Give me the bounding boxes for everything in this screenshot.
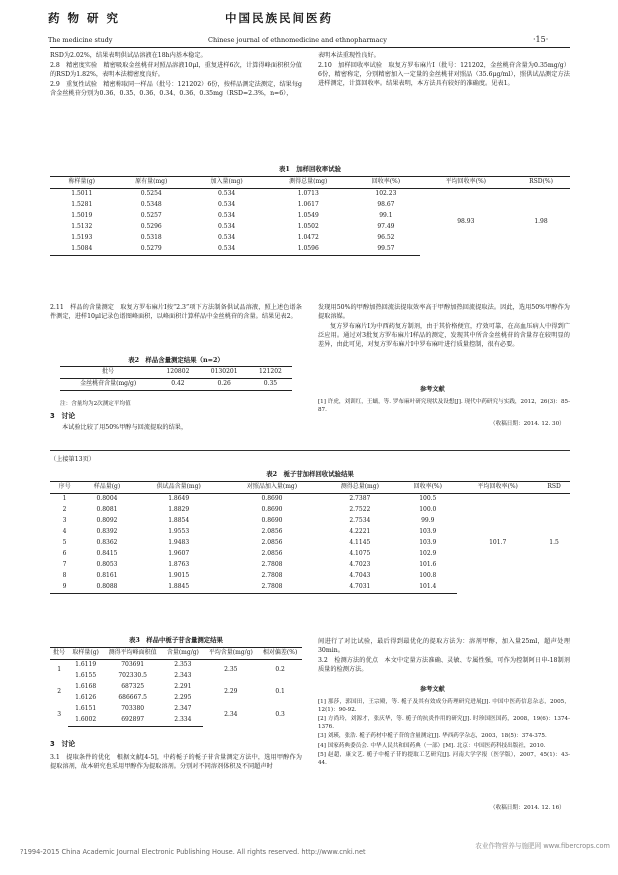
received-date: （收稿日期：2014. 12. 30） (490, 421, 565, 427)
cell: 2.353 (174, 660, 192, 668)
cell: 2.7522 (349, 505, 371, 513)
cell: 4.7031 (321, 582, 398, 594)
cell: 1.8763 (168, 560, 190, 568)
cell: 692897 (103, 715, 162, 727)
cell: 1.0549 (297, 211, 319, 219)
cell: 0.8053 (96, 560, 118, 568)
rsd-cell: 1.98 (534, 217, 548, 225)
cell: 98.67 (377, 200, 395, 208)
table-header: 对照品加入量(mg) (223, 482, 322, 494)
mid-right-column (318, 304, 570, 351)
paragraph: RSD为2.02%，结果表明供试品溶液在18h内基本稳定。 (50, 52, 207, 59)
cell: 2.7387 (349, 494, 371, 502)
cell: 703691 (121, 660, 145, 668)
cell: 0.5279 (114, 244, 189, 256)
section-heading: 3 讨论 (50, 740, 76, 748)
cell: 4.2221 (349, 527, 371, 535)
cell: 1.5011 (71, 189, 93, 197)
cell: 1.5132 (71, 222, 93, 230)
cell: 4.1075 (349, 549, 371, 557)
reference-item: [3] 刘瑛，张浩. 栀子药材中栀子苷的含量测定[J]. 华西药学杂志，2003，18(5)：374-375. (318, 733, 547, 740)
cell: 0.8081 (96, 505, 118, 513)
cell: 702330.5 (118, 671, 147, 679)
copyright-footer: ?1994-2015 China Academic Journal Electronic Publishing House. All rights reserved. http://www.cnki.net (20, 848, 366, 856)
cell: 102.23 (375, 189, 397, 197)
header-rule (50, 47, 570, 48)
cell: 0.534 (218, 189, 236, 197)
table-header: 测得平均峰面积值 (103, 648, 162, 660)
cell: 1.9607 (168, 549, 190, 557)
cell: 0.35 (249, 378, 292, 390)
paragraph: 间进行了对比试验，最后得到最优化的提取方法为：溶剂甲醇，加入量25ml，超声处理30min。 (318, 638, 570, 654)
table-header: 含量(mg/g) (162, 648, 203, 660)
cell: 5 (62, 538, 67, 546)
cell: 97.49 (377, 222, 395, 230)
table-header: 样品量(g) (79, 482, 135, 494)
avg-recovery-cell: 98.93 (457, 217, 475, 225)
cell: 99.9 (421, 516, 435, 524)
cell: 2.347 (174, 704, 192, 712)
table1-caption: 表1 加样回收率试验 (279, 165, 341, 173)
paragraph: 2.10 加样回收率试验 取复方罗布麻片Ⅰ（批号：121202，金丝桃苷含量为0.35mg/g）6份，精密称定，分别精密加入一定量的金丝桃苷对照品（35.6μg/ml），照供试品测定方法进样测定，计算回收率。结果表明，本方法具有较好的准确度。见表1。 (318, 61, 570, 87)
table-header: RSD (538, 482, 570, 494)
table3 (50, 481, 570, 594)
table4 (50, 647, 302, 727)
table-header: 相对偏差(%) (258, 648, 302, 660)
references (318, 398, 570, 415)
cell: 7 (62, 560, 67, 568)
cell: 1.6119 (75, 660, 97, 668)
cell: 2.334 (162, 715, 203, 727)
cell: 2 (57, 688, 62, 696)
table-header: 0130201 (200, 367, 249, 379)
paragraph: 3.2 检测方法的优点 本文中定量方法准确、灵敏、专属性强，可作为控制阿日申-18制剂质量的检测方法。 (318, 656, 570, 673)
paragraph: 2.9 重复性试验 精密称取同一样品（批号：121202）6份，按样品测定法测定，结果每g含金丝桃苷分别为0.36、0.35、0.36、0.34、0.36、0.35mg（RSD=2.3%，n=6）， (50, 80, 302, 97)
cell: 2.343 (174, 671, 192, 679)
cell: 99.57 (352, 244, 419, 256)
cell: 1.9015 (168, 571, 190, 579)
cell: 0.534 (218, 211, 236, 219)
cell: 0.5254 (140, 189, 162, 197)
cell: 0.5296 (140, 222, 162, 230)
cell: 1 (62, 494, 67, 502)
table-row (60, 378, 292, 390)
cell: 1.6126 (75, 693, 97, 701)
cell: 0.8690 (261, 516, 283, 524)
cell: 6 (62, 549, 67, 557)
cell: 金丝桃苷含量(mg/g) (60, 378, 156, 390)
discussion-b-left (50, 754, 302, 773)
table-header: 回收率(%) (352, 177, 419, 189)
cell: 2.295 (174, 693, 192, 701)
journal-category-en: The medicine study (48, 36, 113, 44)
lower-right-column (318, 638, 570, 676)
cell: 2.0856 (261, 549, 283, 557)
cell: 1.5281 (71, 200, 93, 208)
table-header: 测得总量(mg) (264, 177, 352, 189)
cell: 99.1 (379, 211, 393, 219)
paragraph: 2.8 精密度实验 精密吸取金丝桃苷对照品溶液10μl，重复进样6次，计算得峰面积积分值的RSD为1.82%，表明本法精密度良好。 (50, 61, 302, 78)
cell: 0.534 (218, 200, 236, 208)
table-row (50, 493, 570, 505)
table4-caption: 表3 样品中栀子苷含量测定结果 (129, 636, 223, 644)
table-header: 回收率(%) (398, 482, 457, 494)
table-row (50, 704, 302, 715)
cell: 4.7023 (349, 560, 371, 568)
cell: 3 (57, 710, 62, 718)
cell: 9 (50, 582, 79, 594)
cell: 1.6168 (75, 682, 97, 690)
table2 (60, 366, 292, 391)
cell: 1.8829 (168, 505, 190, 513)
cell: 0.8161 (96, 571, 118, 579)
cell: 2.7808 (223, 582, 322, 594)
section-heading: 3 讨论 (50, 412, 76, 420)
cell: 2.7808 (261, 560, 283, 568)
reference-item: [2] 方尚玲，刘源才，张庆华，等. 栀子的抗炎作用的研究[J]. 时珍国医国药，2008，19(6)：1374-1376. (318, 716, 570, 731)
cell: 686667.5 (118, 693, 147, 701)
cell: 1.8854 (168, 516, 190, 524)
received-date: （收稿日期：2014. 12. 16） (490, 805, 565, 811)
cell: 1.5019 (71, 211, 93, 219)
table-header: 平均回收率(%) (420, 177, 512, 189)
cell: 0.42 (156, 378, 199, 390)
paragraph: 2.11 样品的含量测定 取复方罗布麻片Ⅰ按“2.3”项下方法制备供试品溶液，照上述色谱条件测定，进样10μl记录色谱图峰面积，以峰面积计算样品中金丝桃苷的含量。结果见表2。 (50, 304, 302, 320)
table-header: 121202 (249, 367, 292, 379)
cell: 101.6 (419, 560, 437, 568)
cell: 1.8845 (135, 582, 223, 594)
cell: 1.9483 (168, 538, 190, 546)
cell: 687325 (121, 682, 145, 690)
reference-item: [1] 许虎，刘训红，王螭，等. 罗布麻叶研究现状及设想[J]. 现代中药研究与实践，2012，26(3)：85-87. (318, 399, 570, 414)
table-row (50, 659, 302, 671)
cell: 2 (62, 505, 67, 513)
cell: 4 (62, 527, 67, 535)
cell: 1.0713 (297, 189, 319, 197)
paragraph: 3.1 提取条件的优化 根据文献[4-5]，中药栀子的栀子苷含量测定方法中，选用甲醇作为提取溶剂，故本研究也采用甲醇作为提取溶剂。分别对不同溶剂体积及不同超声时 (50, 754, 302, 770)
journal-category: 药 物 研 究 (48, 11, 121, 25)
table-header: 原有量(mg) (114, 177, 189, 189)
cell: 3 (62, 516, 67, 524)
watermark: 农业作物营养与施肥网 www.fibercrops.com (475, 842, 610, 850)
table-header: 测得总量(mg) (321, 482, 398, 494)
table-header: 批号 (50, 648, 68, 660)
table-header: 批号 (60, 367, 156, 379)
cell: 2.35 (224, 666, 238, 674)
cell: 1.8649 (168, 494, 190, 502)
cell: 103.9 (419, 538, 437, 546)
cell: 2.291 (174, 682, 192, 690)
cell: 102.9 (419, 549, 437, 557)
cell: 1.6002 (68, 715, 103, 727)
reference-item: [1] 那莎，郭国田，王宗殿，等. 栀子及其有效成分药理研究进展[J]. 中国中医药信息杂志，2005，12(1)：90-92. (318, 699, 570, 714)
paragraph: 表明本法重现性良好。 (318, 52, 380, 59)
top-left-column (50, 52, 302, 100)
cell: 0.8415 (96, 549, 118, 557)
cell: 0.534 (189, 244, 264, 256)
table-header: 称样量(g) (50, 177, 114, 189)
cell: 1.0617 (297, 200, 319, 208)
cell: 1 (57, 666, 62, 674)
cell: 2.29 (224, 688, 238, 696)
cell: 703380 (121, 704, 145, 712)
cell: 100.0 (419, 505, 437, 513)
table-row (50, 188, 570, 200)
cell: 0.5348 (140, 200, 162, 208)
cell: 1.9553 (168, 527, 190, 535)
paragraph: 发现用50%的甲醇加热回流法提取效率高于甲醇加热回流提取法。因此，选用50%甲醇作为提取溶媒。 (318, 304, 570, 320)
cell: 4.7043 (349, 571, 371, 579)
table-header: 供试品含量(mg) (135, 482, 223, 494)
cell: 0.534 (218, 222, 236, 230)
paragraph: 复方罗布麻片Ⅰ为中西药复方制剂，由于其价格便宜，疗效可靠，在高血压病人中得到广泛应用。通过对3批复方罗布麻片Ⅰ样品的测定，发现其中所含金丝桃苷的含量存在较明显的差异，由此可见，对复方罗布麻片Ⅰ中罗布麻叶进行质量控制，很有必要。 (318, 322, 570, 348)
cell: 0.1 (275, 688, 285, 696)
cell: 0.5318 (140, 233, 162, 241)
cell: 1.6151 (75, 704, 97, 712)
reference-item: [4] 国家药典委员会. 中华人民共和国药典（一部）[M]. 北京：中国医药科技出版社，2010. (318, 742, 546, 749)
cell: 1.5193 (71, 233, 93, 241)
journal-name-en: Chinese journal of ethnomedicine and ethnopharmacy (208, 36, 387, 44)
cell: 0.3 (275, 710, 285, 718)
cell: 103.9 (419, 527, 437, 535)
table-header: 取样量(g) (68, 648, 103, 660)
avg-recovery-cell: 101.7 (489, 539, 507, 547)
table-header: 平均含量(mg/g) (203, 648, 258, 660)
journal-name: 中国民族民间医药 (225, 11, 333, 25)
table-row (50, 682, 302, 693)
cell: 2.7534 (349, 516, 371, 524)
cell: 2.34 (224, 710, 238, 718)
table-header: 120802 (156, 367, 199, 379)
references-title: 参考文献 (420, 686, 445, 693)
cell: 2.0856 (261, 538, 283, 546)
table2-note: 注：含量均为2次测定平均值 (60, 401, 131, 407)
cell: 0.26 (200, 378, 249, 390)
cell: 1.0502 (297, 222, 319, 230)
cell: 1.0596 (264, 244, 352, 256)
cell: 1.6155 (75, 671, 97, 679)
continued-from: （上接第13页） (50, 456, 95, 463)
table-header: 序号 (50, 482, 79, 494)
cell: 101.4 (398, 582, 457, 594)
top-right-column (318, 52, 570, 90)
rsd-cell: 1.5 (549, 539, 559, 547)
cell: 0.8690 (261, 494, 283, 502)
table3-caption: 表2 栀子苷加样回收试验结果 (266, 470, 354, 478)
cell: 0.5257 (140, 211, 162, 219)
cell: 1.0472 (297, 233, 319, 241)
reference-item: [5] 赵超，康文艺. 栀子中栀子苷的提取工艺研究[J]. 河南大学学报（医学版），2007，45(1)：43-44. (318, 751, 570, 766)
cell: 4.1145 (349, 538, 371, 546)
cell: 8 (62, 571, 67, 579)
table1 (50, 176, 570, 256)
cell: 0.8690 (261, 505, 283, 513)
cell: 2.0856 (261, 527, 283, 535)
table-header: 平均回收率(%) (457, 482, 538, 494)
cell: 100.8 (419, 571, 437, 579)
cell: 2.7808 (261, 571, 283, 579)
discussion-left: 本试验比较了用50%甲醇与回流提取的结果， (62, 424, 188, 431)
cell: 0.8392 (96, 527, 118, 535)
references-title: 参考文献 (420, 386, 445, 393)
cell: 0.8088 (79, 582, 135, 594)
cell: 0.8004 (96, 494, 118, 502)
cell: 1.5084 (50, 244, 114, 256)
table-header: 加入量(mg) (189, 177, 264, 189)
cell: 100.5 (419, 494, 437, 502)
cell: 96.52 (377, 233, 395, 241)
article-separator (50, 450, 570, 451)
table2-caption: 表2 样品含量测定结果（n=2） (128, 356, 224, 364)
mid-left-column (50, 304, 302, 323)
cell: 0.8092 (96, 516, 118, 524)
cell: 0.8362 (96, 538, 118, 546)
cell: 0.534 (218, 233, 236, 241)
table-header: RSD(%) (512, 177, 570, 189)
references (318, 698, 570, 768)
cell: 0.2 (275, 666, 285, 674)
page-number: ·15· (533, 35, 549, 44)
